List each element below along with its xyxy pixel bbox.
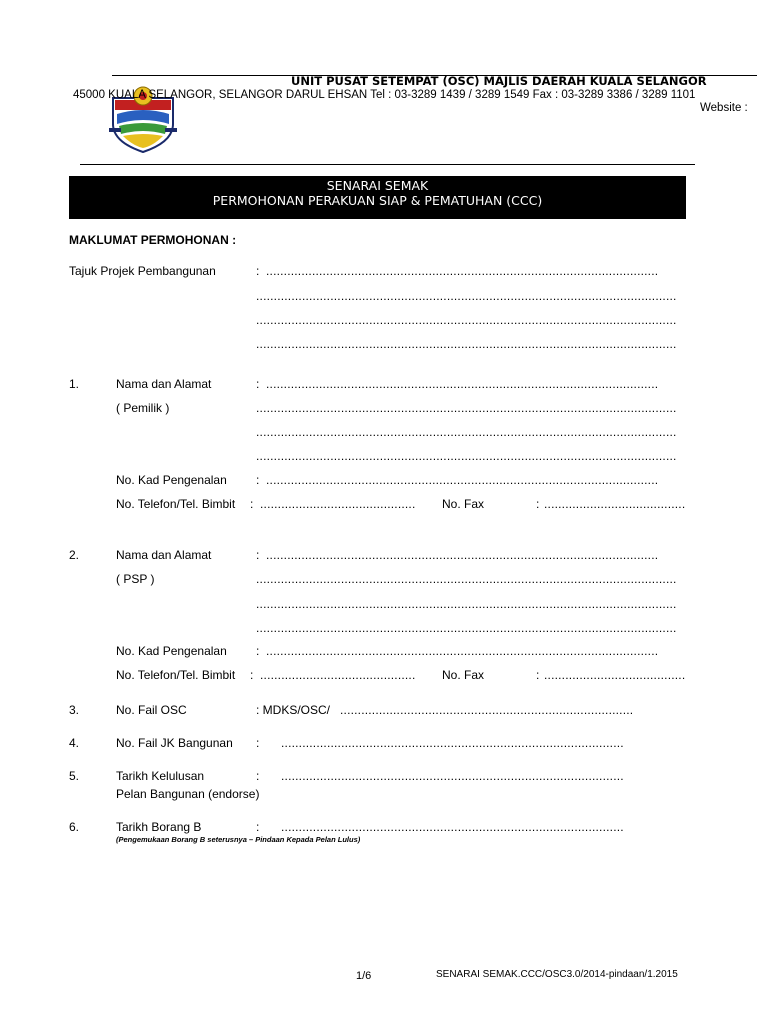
item-2-tel-label: No. Telefon/Tel. Bimbit: [116, 668, 236, 682]
item-2-tel-field[interactable]: ............................................: [260, 668, 416, 682]
item-4-colon: :: [256, 736, 260, 750]
item-4-number: 4.: [69, 736, 80, 750]
item-6-label: Tarikh Borang B: [116, 820, 202, 834]
section-heading: MAKLUMAT PERMOHONAN :: [69, 233, 237, 247]
item-2-number: 2.: [69, 548, 80, 562]
item-1-tel-colon: :: [250, 497, 254, 511]
tajuk-colon: :: [256, 264, 260, 278]
item-3-field[interactable]: ...................................................................................: [340, 703, 634, 717]
tajuk-field-1[interactable]: ...............................................................................................................: [266, 264, 659, 278]
item-1-field-2[interactable]: .......................................................................................................................: [256, 401, 677, 415]
header-address: 45000 KUALA SELANGOR, SELANGOR DARUL EHSAN Tel : 03-3289 1439 / 3289 1549 Fax : 03-3289 3386 / 3289 1101: [73, 89, 696, 101]
title-line-2: PERMOHONAN PERAKUAN SIAP & PEMATUHAN (CCC): [212, 193, 543, 208]
item-2-kad-label: No. Kad Pengenalan: [116, 644, 227, 658]
item-2-fax-field[interactable]: ........................................: [544, 668, 686, 682]
item-1-kad-colon: :: [256, 473, 260, 487]
item-6-note: (Pengemukaan Borang B seterusnya – Pindaan Kepada Pelan Lulus): [116, 835, 361, 844]
header-bottom-rule: [80, 164, 695, 165]
title-band: [69, 176, 686, 219]
tajuk-field-3[interactable]: .......................................................................................................................: [256, 313, 677, 327]
item-2-field-3[interactable]: .......................................................................................................................: [256, 597, 677, 611]
footer-page-number: 1/6: [356, 970, 372, 982]
item-2-fax-colon: :: [536, 668, 540, 682]
item-3-label: No. Fail OSC: [116, 703, 187, 717]
header-org-name: UNIT PUSAT SETEMPAT (OSC) MAJLIS DAERAH KUALA SELANGOR: [291, 74, 707, 88]
item-1-fax-field[interactable]: ........................................: [544, 497, 686, 511]
item-5-field[interactable]: .................................................................................................: [281, 769, 624, 783]
item-1-fax-colon: :: [536, 497, 540, 511]
item-1-sub: ( Pemilik ): [116, 401, 170, 415]
header-website: Website :: [700, 102, 748, 114]
item-2-sub: ( PSP ): [116, 572, 155, 586]
item-3-number: 3.: [69, 703, 80, 717]
title-line-1: SENARAI SEMAK: [326, 178, 429, 193]
item-1-field-1[interactable]: ...............................................................................................................: [266, 377, 659, 391]
item-1-tel-field[interactable]: ............................................: [260, 497, 416, 511]
item-2-fax-label: No. Fax: [442, 668, 485, 682]
item-2-tel-colon: :: [250, 668, 254, 682]
item-2-field-4[interactable]: .......................................................................................................................: [256, 621, 677, 635]
item-3-value: : MDKS/OSC/: [256, 703, 331, 717]
item-2-field-1[interactable]: ...............................................................................................................: [266, 548, 659, 562]
item-5-label: Tarikh Kelulusan: [116, 769, 205, 783]
footer-doc-code: SENARAI SEMAK.CCC/OSC3.0/2014-pindaan/1.2015: [436, 969, 678, 980]
item-1-kad-label: No. Kad Pengenalan: [116, 473, 227, 487]
item-6-field[interactable]: .................................................................................................: [281, 820, 624, 834]
item-1-fax-label: No. Fax: [442, 497, 485, 511]
item-2-field-2[interactable]: .......................................................................................................................: [256, 572, 677, 586]
item-6-number: 6.: [69, 820, 80, 834]
item-2-kad-colon: :: [256, 644, 260, 658]
item-1-kad-field[interactable]: ...............................................................................................................: [266, 473, 659, 487]
item-4-label: No. Fail JK Bangunan: [116, 736, 233, 750]
item-2-label: Nama dan Alamat: [116, 548, 212, 562]
item-5-number: 5.: [69, 769, 80, 783]
item-1-label: Nama dan Alamat: [116, 377, 212, 391]
item-5-colon: :: [256, 769, 260, 783]
item-1-colon: :: [256, 377, 260, 391]
item-5-label-2: Pelan Bangunan (endorse): [116, 787, 260, 801]
item-2-kad-field[interactable]: ...............................................................................................................: [266, 644, 659, 658]
item-6-colon: :: [256, 820, 260, 834]
tajuk-field-2[interactable]: .......................................................................................................................: [256, 289, 677, 303]
tajuk-field-4[interactable]: .......................................................................................................................: [256, 337, 677, 351]
item-1-field-3[interactable]: .......................................................................................................................: [256, 425, 677, 439]
item-4-field[interactable]: .................................................................................................: [281, 736, 624, 750]
tajuk-label: Tajuk Projek Pembangunan: [69, 264, 216, 278]
item-1-field-4[interactable]: .......................................................................................................................: [256, 449, 677, 463]
item-2-colon: :: [256, 548, 260, 562]
item-1-number: 1.: [69, 377, 80, 391]
item-1-tel-label: No. Telefon/Tel. Bimbit: [116, 497, 236, 511]
